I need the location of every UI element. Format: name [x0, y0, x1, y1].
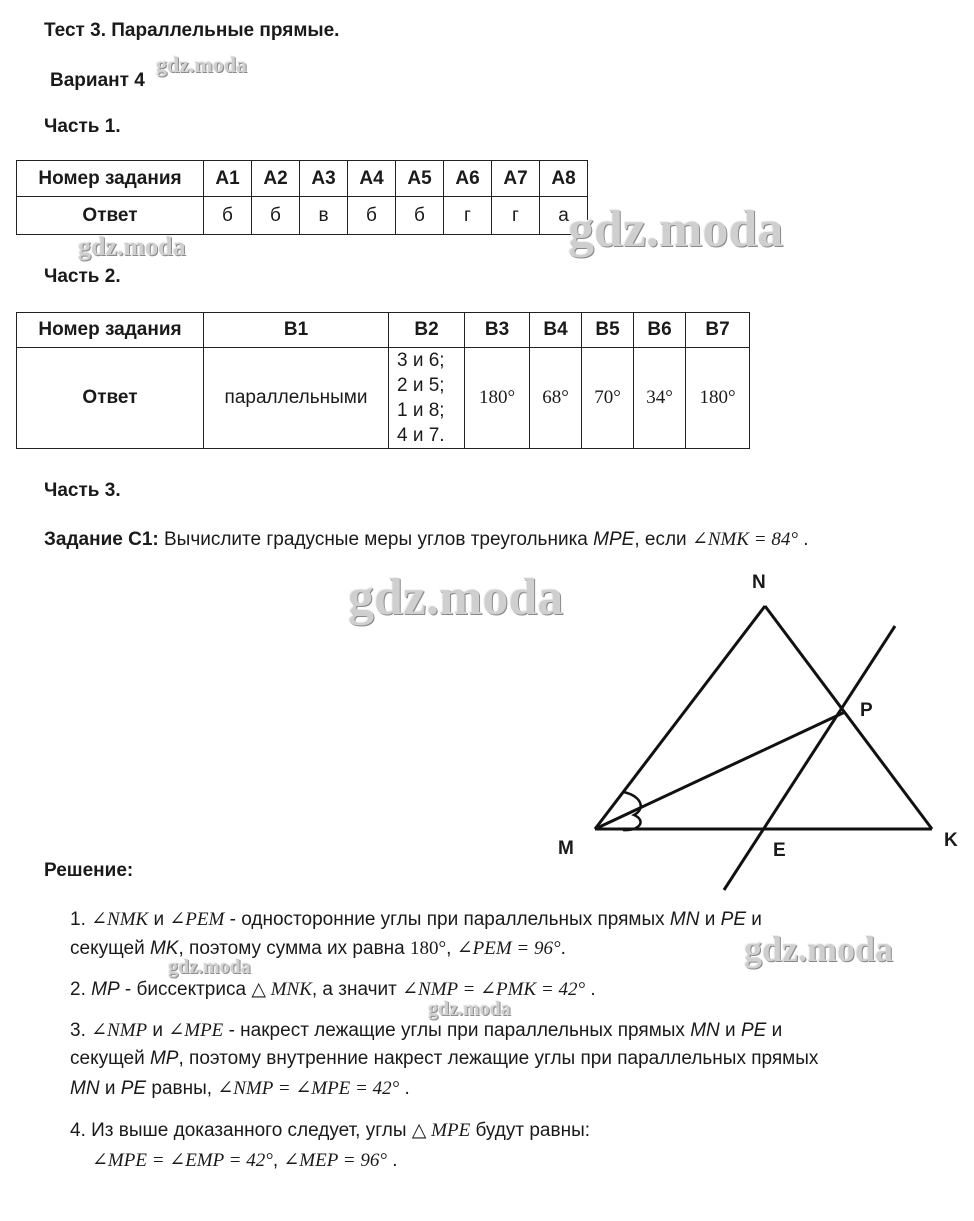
text: , — [272, 1150, 284, 1171]
line-name: MN — [669, 909, 700, 930]
text: 3. — [70, 1020, 92, 1041]
table-cell: б — [252, 197, 300, 235]
table-cell: 34° — [634, 348, 686, 449]
table-cell: б — [204, 197, 252, 235]
list-item: 4 и 7. — [397, 425, 445, 446]
line-name: PE — [720, 909, 746, 930]
table-cell: В1 — [204, 313, 389, 348]
solution-step-4-cont — [92, 1149, 398, 1172]
math-expr: ∠NMK — [91, 909, 149, 930]
table-cell: Номер задания — [17, 161, 204, 197]
part1-heading: Часть 1. — [44, 116, 121, 137]
solution-step-1 — [70, 908, 762, 931]
label-N: N — [752, 572, 766, 593]
text: и — [766, 1020, 783, 1041]
table-cell: г — [492, 197, 540, 235]
line-name: PE — [740, 1020, 767, 1041]
label-K: K — [944, 830, 958, 851]
math-expr: ∠NMP = ∠PMK = 42° — [402, 979, 586, 1000]
part3-heading: Часть 3. — [44, 480, 121, 501]
watermark: gdz.moda — [568, 201, 784, 258]
list-item: 2 и 5; — [397, 375, 445, 396]
triangle-name: MPE — [593, 529, 635, 550]
table-cell: 180° — [465, 348, 530, 449]
table-cell: А7 — [492, 161, 540, 197]
segment-NK — [765, 606, 932, 829]
text: . — [399, 1078, 410, 1099]
solution-step-2 — [70, 978, 596, 1001]
line-name: MK — [149, 938, 179, 959]
text: , поэтому внутренние накрест лежащие углы при параллельных прямых — [178, 1048, 819, 1069]
solution-step-1-cont — [70, 937, 566, 960]
text: , — [446, 938, 457, 959]
watermark: gdz.moda — [744, 929, 894, 969]
list-item: 1 и 8; — [397, 400, 445, 421]
solution-step-3-cont — [70, 1048, 818, 1070]
task-if: , если — [634, 529, 687, 550]
table-cell: Номер задания — [17, 313, 204, 348]
segment-MP — [595, 712, 845, 829]
line-name: PE — [120, 1078, 147, 1099]
solution-step-3 — [70, 1019, 782, 1042]
table-cell: г — [444, 197, 492, 235]
table-cell: В3 — [465, 313, 530, 348]
text: секущей — [70, 938, 150, 959]
table-cell: А2 — [252, 161, 300, 197]
text: и — [148, 909, 170, 930]
text: 2. — [70, 979, 92, 1000]
text: - накрест лежащие углы при параллельных прямых — [223, 1020, 691, 1041]
text: , а значит — [311, 979, 403, 1000]
line-name: MN — [690, 1020, 720, 1041]
table-cell: 180° — [686, 348, 750, 449]
watermark: gdz.moda — [428, 998, 511, 1020]
table-cell: А8 — [540, 161, 588, 197]
math-expr: ∠PEM = 96° — [456, 938, 561, 959]
watermark: gdz.moda — [156, 52, 248, 77]
label-E: E — [773, 840, 786, 861]
label-P: P — [860, 700, 873, 721]
text: 1. — [70, 909, 92, 930]
math-expr: ∠NMP — [91, 1020, 148, 1041]
task-text: Вычислите градусные меры углов треугольника — [164, 529, 588, 550]
table-cell: 68° — [530, 348, 582, 449]
table-cell: в — [300, 197, 348, 235]
table-cell: А4 — [348, 161, 396, 197]
table-cell: А6 — [444, 161, 492, 197]
text: будут равны: — [470, 1120, 591, 1141]
text: и — [699, 909, 721, 930]
task-label: Задание С1: — [44, 529, 159, 550]
text: равны, — [146, 1078, 218, 1099]
table-cell: В2 — [389, 313, 465, 348]
math-expr: ∠MPE = ∠EMP = 42° — [92, 1150, 273, 1171]
line-name: MP — [91, 979, 120, 1000]
text: секущей — [70, 1048, 150, 1069]
text: - биссектриса — [119, 979, 252, 1000]
watermark: gdz.moda — [348, 569, 564, 626]
table-cell: б — [348, 197, 396, 235]
text: 4. Из выше доказанного следует, углы — [70, 1120, 412, 1141]
table-cell: А1 — [204, 161, 252, 197]
text: и — [147, 1020, 169, 1041]
math-expr: ∠NMP = ∠MPE = 42° — [217, 1078, 400, 1099]
table-cell: б — [396, 197, 444, 235]
table-cell: В5 — [582, 313, 634, 348]
watermark: gdz.moda — [78, 232, 186, 261]
variant-label: Вариант 4 — [50, 70, 145, 91]
table-cell: В7 — [686, 313, 750, 348]
text: - односторонние углы при параллельных прямых — [224, 909, 670, 930]
solution-heading: Решение: — [44, 860, 134, 881]
table-cell: В4 — [530, 313, 582, 348]
text: и — [99, 1078, 121, 1099]
math-expr: △ MNK — [251, 979, 312, 1000]
solution-step-3-cont2 — [70, 1077, 410, 1100]
math-expr: ∠MPE — [168, 1020, 224, 1041]
part2-heading: Часть 2. — [44, 266, 121, 287]
table-cell: А5 — [396, 161, 444, 197]
table-cell: Ответ — [17, 197, 204, 235]
math-expr: ∠PEM — [169, 909, 225, 930]
math-expr: △ MPE — [411, 1120, 471, 1141]
table-cell: параллельными — [204, 348, 389, 449]
line-name: MN — [70, 1078, 100, 1099]
table-cell: А3 — [300, 161, 348, 197]
table-cell: а — [540, 197, 588, 235]
watermark: gdz.moda — [168, 956, 251, 978]
math-expr: ∠MEP = 96° — [283, 1150, 387, 1171]
page-title: Тест 3. Параллельные прямые. — [44, 20, 340, 41]
table-cell: В6 — [634, 313, 686, 348]
table-cell: 70° — [582, 348, 634, 449]
label-M: M — [558, 838, 574, 859]
text: и — [746, 909, 762, 930]
segment-MN — [595, 606, 765, 829]
line-name: MP — [149, 1048, 179, 1069]
math-expr: 180° — [410, 938, 447, 959]
list-item: 3 и 6; — [397, 350, 445, 371]
text: и — [719, 1020, 741, 1041]
text: . — [560, 938, 566, 959]
text: . — [585, 979, 596, 1000]
text: , поэтому сумма их равна — [178, 938, 411, 959]
task-end: . — [797, 529, 809, 550]
text: . — [386, 1150, 398, 1171]
table-cell: Ответ — [17, 348, 204, 449]
math-expr: ∠NMK = 84° — [691, 529, 798, 550]
solution-step-4 — [70, 1119, 590, 1142]
